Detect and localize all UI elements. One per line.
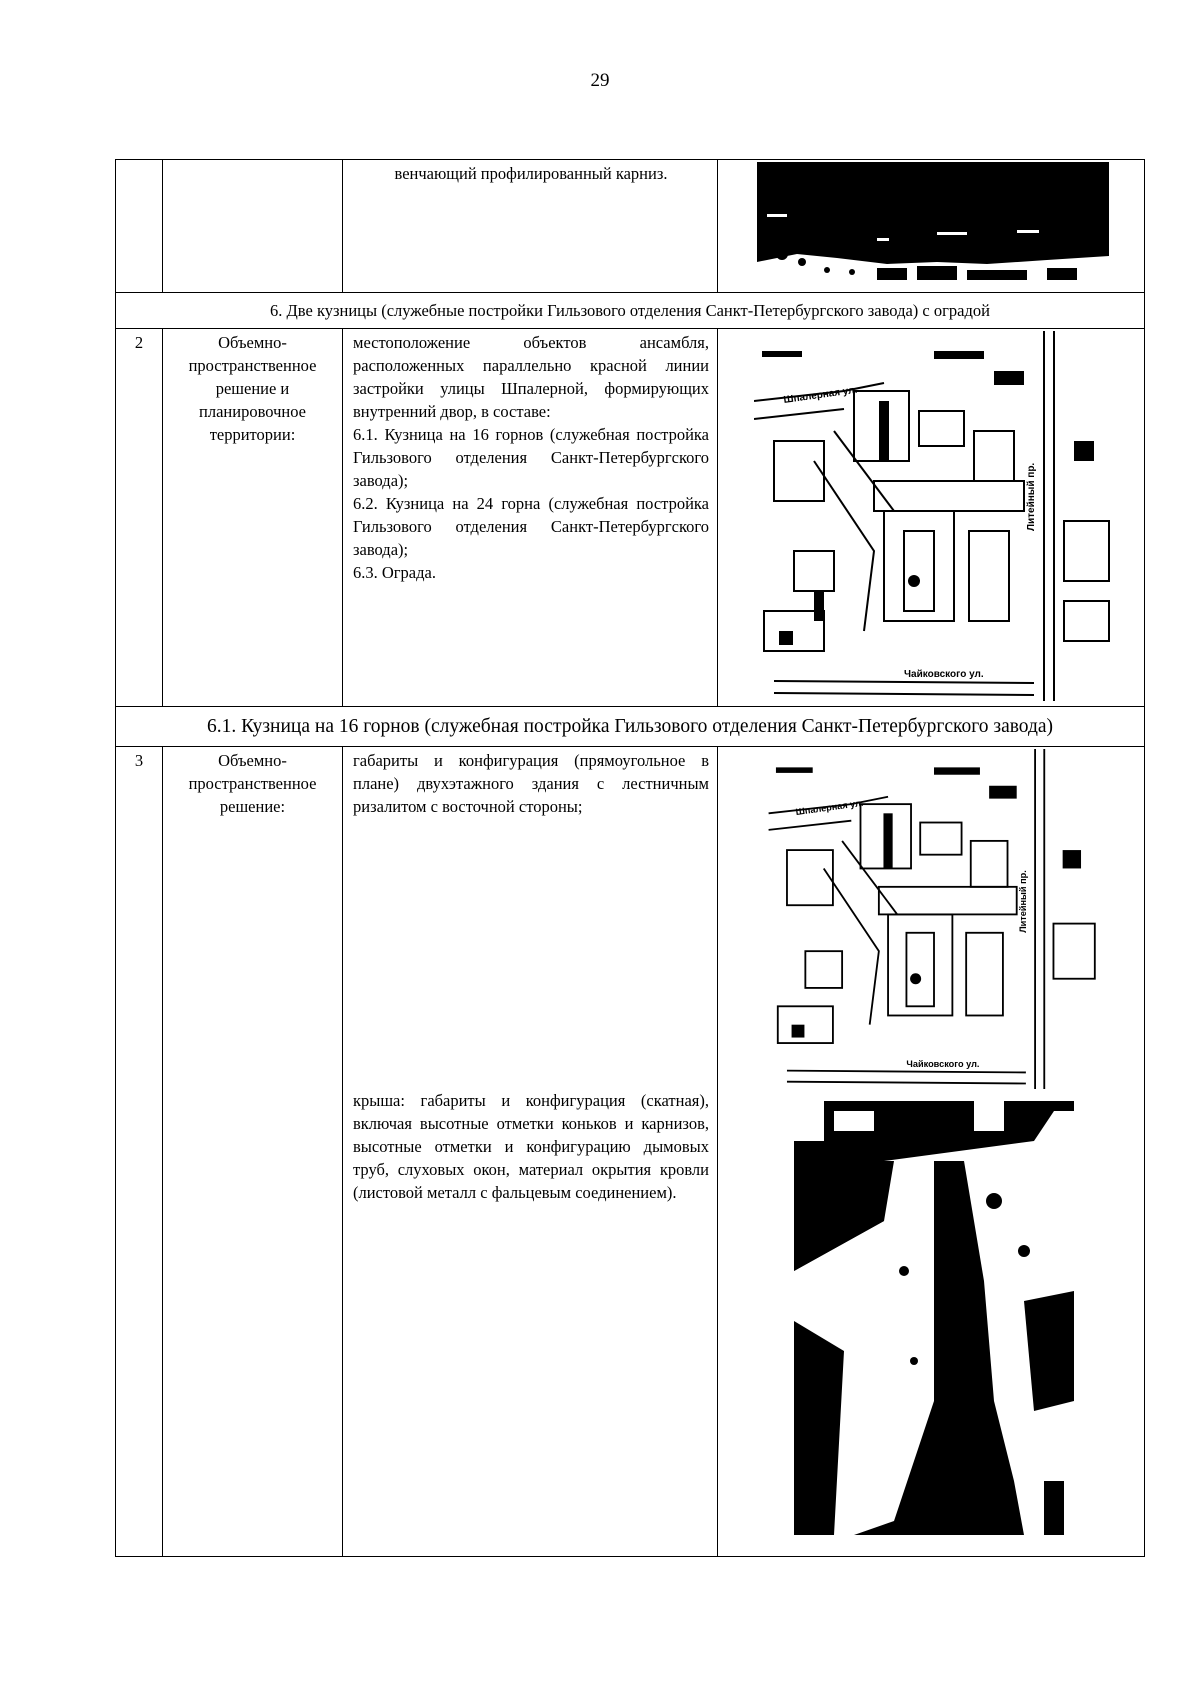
row-text-cell xyxy=(343,747,718,1557)
section-heading-row xyxy=(116,293,1145,329)
facade-photo-fragment xyxy=(757,162,1109,280)
row-text-paragraph: 6.2. Кузница на 24 горна (служебная постройка Гильзового отделения Санкт-Петербургского завода); xyxy=(353,494,709,559)
row-image-cell xyxy=(718,747,1145,1557)
section-heading: 6.1. Кузница на 16 горнов (служебная постройка Гильзового отделения Санкт-Петербургского завода) xyxy=(116,707,1145,747)
table-row-continuation xyxy=(116,160,1145,293)
map-street-label: Шпалерная ул. xyxy=(782,384,859,406)
page-number: 29 xyxy=(590,70,610,91)
row-image-cell xyxy=(718,160,1145,293)
table-row-3 xyxy=(116,747,1145,1557)
row-text-cell xyxy=(343,160,718,293)
row-text-paragraph: габариты и конфигурация (прямоугольное в плане) двухэтажного здания с лестничным ризалитом с восточной стороны; xyxy=(353,751,709,816)
row-text-paragraph: местоположение объектов ансамбля, расположенных параллельно красной линии застройки улицы Шпалерной, формирующих внутренний двор, в составе: xyxy=(353,333,709,421)
row-number-cell: 3 xyxy=(116,747,163,1557)
site-plan-map xyxy=(754,331,1114,701)
aerial-roof-photo xyxy=(794,1101,1074,1535)
row-label-cell: Объемно-пространственное решение: xyxy=(163,747,343,1557)
row-text-cell xyxy=(343,329,718,707)
section-heading-row xyxy=(116,707,1145,747)
map-street-label: Чайковского ул. xyxy=(904,669,984,680)
map-street-label: Литейный пр. xyxy=(1017,870,1028,933)
row-text-paragraph: 6.3. Ограда. xyxy=(353,563,436,582)
row-text-paragraph: 6.1. Кузница на 16 горнов (служебная постройка Гильзового отделения Санкт-Петербургского завода); xyxy=(353,425,709,490)
table-row-2 xyxy=(116,329,1145,707)
site-plan-map xyxy=(754,749,1114,1089)
row-label-cell: Объемно-пространственное решение и планировочное территории: xyxy=(163,329,343,707)
row-text-paragraph: крыша: габариты и конфигурация (скатная), включая высотные отметки коньков и карнизов, высотные отметки и конфигурацию дымовых труб, слуховых окон, материал окрытия кровли (листовой металл с фальцевым соединением). xyxy=(353,1091,709,1202)
map-street-label: Шпалерная ул. xyxy=(795,797,864,818)
row-label-cell xyxy=(163,160,343,293)
row-image-cell xyxy=(718,329,1145,707)
row-number-cell xyxy=(116,160,163,293)
section-heading: 6. Две кузницы (служебные постройки Гильзового отделения Санкт-Петербургского завода) с оградой xyxy=(116,293,1145,329)
map-street-label: Чайковского ул. xyxy=(906,1058,980,1069)
row-number-cell: 2 xyxy=(116,329,163,707)
map-street-label: Литейный пр. xyxy=(1026,462,1037,531)
row-text: венчающий профилированный карниз. xyxy=(394,164,668,183)
monument-table xyxy=(115,159,1145,1557)
